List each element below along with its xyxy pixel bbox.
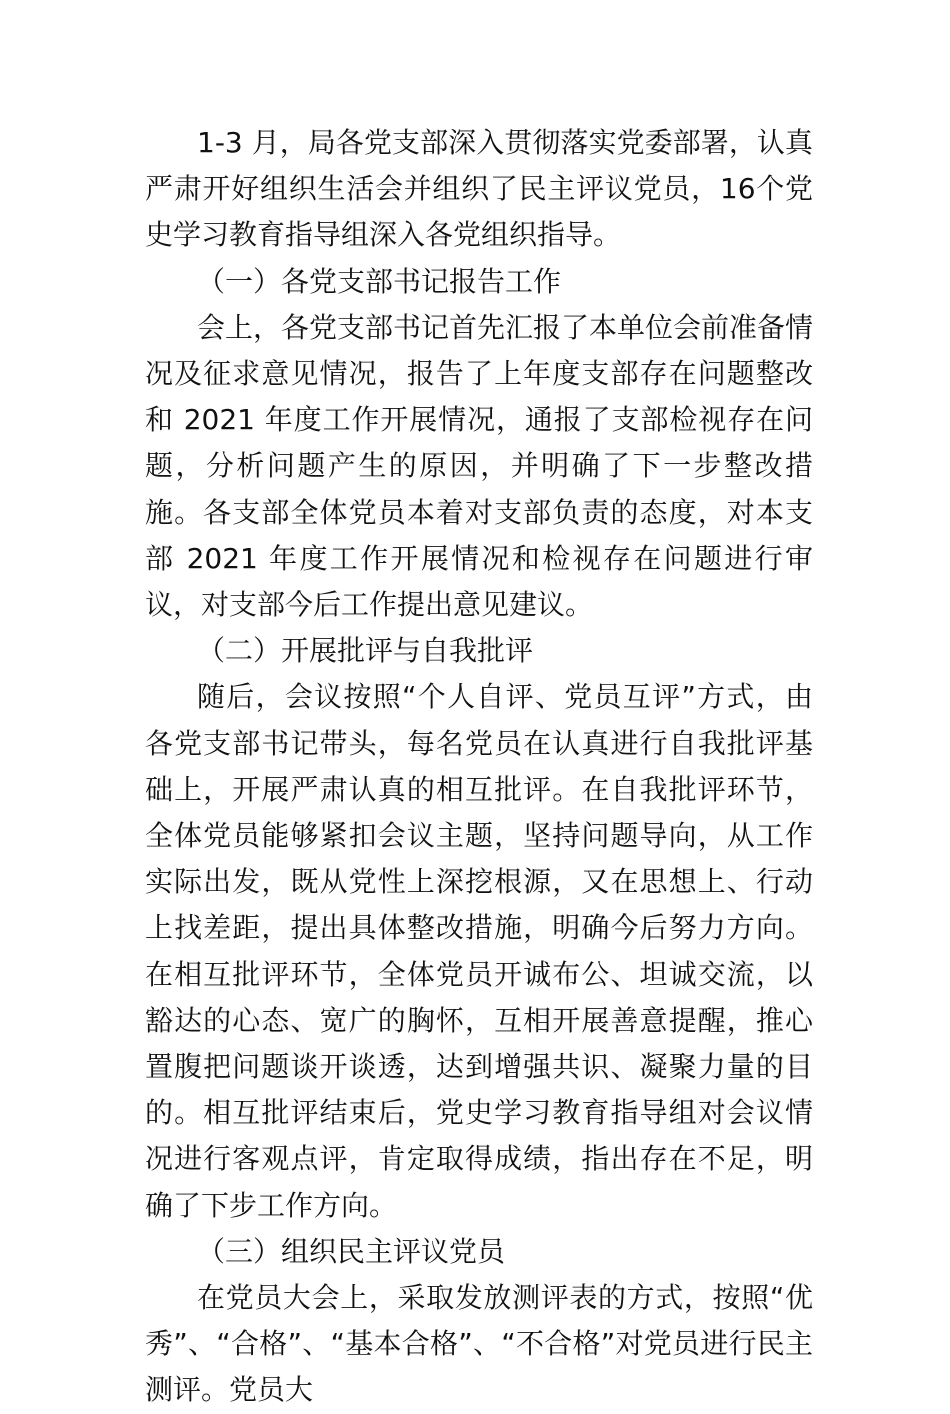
section-heading-1: （一）各党支部书记报告工作 [197, 264, 562, 298]
section-heading-2: （二）开展批评与自我批评 [197, 634, 534, 668]
section-heading-3: （三）组织民主评议党员 [197, 1234, 506, 1268]
section-paragraph-1: 会上，各党支部书记首先汇报了本单位会前准备情况及征求意见情况，报告了上年度支部存在问题整改和 2021 年度工作开展情况，通报了支部检视存在问题，分析问题产生的原因，并明确了下一步整改措施。各支部全体党员本着对支部负责的态度，对本支部 2021 年度工作开展情况和检视存在问题进行审议，对支部今后工作提出意见建议。 [145, 310, 814, 622]
intro-paragraph: 1-3 月，局各党支部深入贯彻落实党委部署，认真严肃开好组织生活会并组织了民主评议党员，16个党史学习教育指导组深入各党组织指导。 [145, 126, 813, 252]
section-paragraph-2: 随后，会议按照“个人自评、党员互评”方式，由各党支部书记带头，每名党员在认真进行自我批评基础上，开展严肃认真的相互批评。在自我批评环节，全体党员能够紧扣会议主题，坚持问题导向，从工作实际出发，既从党性上深挖根源，又在思想上、行动上找差距，提出具体整改措施，明确今后努力方向。在相互批评环节，全体党员开诚布公、坦诚交流，以豁达的心态、宽广的胸怀，互相开展善意提醒，推心置腹把问题谈开谈透，达到增强共识、凝聚力量的目的。相互批评结束后，党史学习教育指导组对会议情况进行客观点评，肯定取得成绩，指出存在不足，明确了下步工作方向。 [145, 680, 813, 1222]
section-paragraph-3: 在党员大会上，采取发放测评表的方式，按照“优秀”、“合格”、“基本合格”、“不合格”对党员进行民主测评。党员大 [145, 1281, 813, 1407]
document-body [145, 120, 813, 1414]
